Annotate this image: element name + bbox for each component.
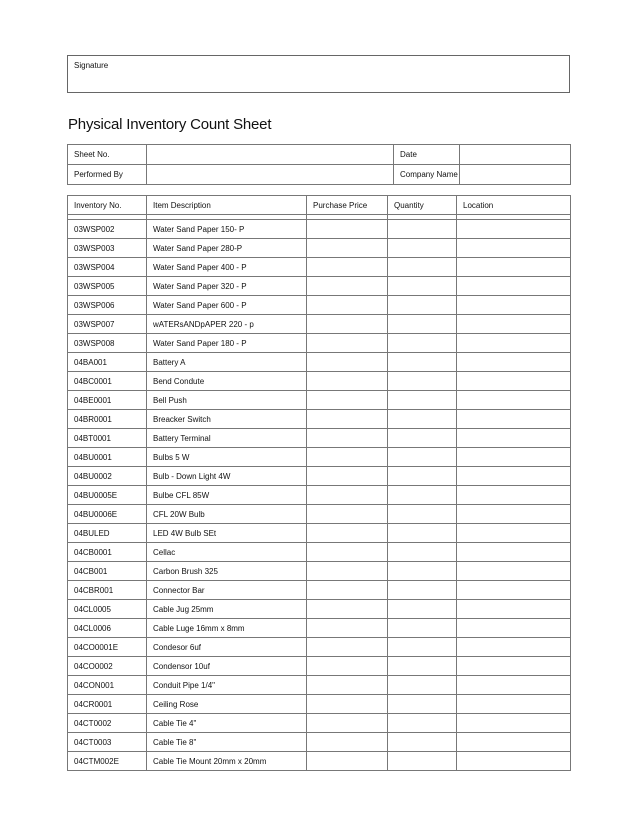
purchase-price-cell[interactable] (307, 581, 388, 600)
quantity-cell[interactable] (388, 410, 457, 429)
table-row (68, 505, 571, 524)
item-description-cell: Water Sand Paper 320 - P (147, 277, 307, 296)
location-cell[interactable] (457, 524, 571, 543)
purchase-price-cell[interactable] (307, 353, 388, 372)
inventory-no-cell: 04CL0006 (68, 619, 147, 638)
item-description-cell: Cable Tie 4" (147, 714, 307, 733)
purchase-price-cell[interactable] (307, 524, 388, 543)
purchase-price-cell[interactable] (307, 676, 388, 695)
item-description-cell: wATERsANDpAPER 220 - p (147, 315, 307, 334)
quantity-cell[interactable] (388, 676, 457, 695)
date-label: Date (394, 145, 460, 165)
inventory-no-cell: 04BR0001 (68, 410, 147, 429)
table-row (68, 638, 571, 657)
location-cell[interactable] (457, 277, 571, 296)
quantity-cell[interactable] (388, 714, 457, 733)
purchase-price-cell[interactable] (307, 638, 388, 657)
location-cell[interactable] (457, 600, 571, 619)
purchase-price-cell[interactable] (307, 733, 388, 752)
purchase-price-cell[interactable] (307, 277, 388, 296)
inventory-no-cell: 03WSP007 (68, 315, 147, 334)
table-row (68, 524, 571, 543)
item-description-cell: LED 4W Bulb SEt (147, 524, 307, 543)
col-header-location: Location (457, 196, 571, 215)
item-description-cell: Cable Tie 8" (147, 733, 307, 752)
inventory-no-cell: 04CL0005 (68, 600, 147, 619)
item-description-cell: Bell Push (147, 391, 307, 410)
col-header-inventory-no: Inventory No. (68, 196, 147, 215)
quantity-cell[interactable] (388, 467, 457, 486)
inventory-no-cell: 03WSP002 (68, 220, 147, 239)
table-row (68, 733, 571, 752)
purchase-price-cell[interactable] (307, 220, 388, 239)
performed-by-label: Performed By (68, 165, 147, 185)
quantity-cell[interactable] (388, 429, 457, 448)
item-description-cell: Bulbe CFL 85W (147, 486, 307, 505)
table-row (68, 239, 571, 258)
table-row (68, 429, 571, 448)
table-row (68, 714, 571, 733)
quantity-cell[interactable] (388, 315, 457, 334)
inventory-no-cell: 03WSP008 (68, 334, 147, 353)
location-cell[interactable] (457, 752, 571, 771)
inventory-no-cell: 04CO0002 (68, 657, 147, 676)
quantity-cell[interactable] (388, 277, 457, 296)
purchase-price-cell[interactable] (307, 315, 388, 334)
location-cell[interactable] (457, 562, 571, 581)
location-cell[interactable] (457, 619, 571, 638)
table-row (68, 543, 571, 562)
location-cell[interactable] (457, 315, 571, 334)
quantity-cell[interactable] (388, 695, 457, 714)
purchase-price-cell[interactable] (307, 505, 388, 524)
quantity-cell[interactable] (388, 524, 457, 543)
page-title: Physical Inventory Count Sheet (68, 116, 272, 133)
col-header-purchase-price: Purchase Price (307, 196, 388, 215)
purchase-price-cell[interactable] (307, 619, 388, 638)
purchase-price-cell[interactable] (307, 296, 388, 315)
table-row (68, 277, 571, 296)
table-row (68, 619, 571, 638)
location-cell[interactable] (457, 638, 571, 657)
inventory-no-cell: 04CT0002 (68, 714, 147, 733)
location-cell[interactable] (457, 714, 571, 733)
purchase-price-cell[interactable] (307, 562, 388, 581)
location-cell[interactable] (457, 372, 571, 391)
item-description-cell: Conduit Pipe 1/4" (147, 676, 307, 695)
quantity-cell[interactable] (388, 638, 457, 657)
inventory-no-cell: 04CB0001 (68, 543, 147, 562)
item-description-cell: Cable Tie Mount 20mm x 20mm (147, 752, 307, 771)
location-cell[interactable] (457, 334, 571, 353)
sheet-meta-table (67, 144, 571, 185)
quantity-cell[interactable] (388, 220, 457, 239)
purchase-price-cell[interactable] (307, 448, 388, 467)
inventory-no-cell: 04BT0001 (68, 429, 147, 448)
table-row (68, 391, 571, 410)
item-description-cell: Water Sand Paper 150- P (147, 220, 307, 239)
table-row (68, 562, 571, 581)
purchase-price-cell[interactable] (307, 752, 388, 771)
purchase-price-cell[interactable] (307, 600, 388, 619)
quantity-cell[interactable] (388, 600, 457, 619)
purchase-price-cell[interactable] (307, 391, 388, 410)
purchase-price-cell[interactable] (307, 486, 388, 505)
purchase-price-cell[interactable] (307, 410, 388, 429)
location-cell[interactable] (457, 676, 571, 695)
col-header-item-description: Item Description (147, 196, 307, 215)
location-cell[interactable] (457, 258, 571, 277)
quantity-cell[interactable] (388, 353, 457, 372)
table-row (68, 410, 571, 429)
purchase-price-cell[interactable] (307, 657, 388, 676)
purchase-price-cell[interactable] (307, 429, 388, 448)
date-field[interactable] (460, 145, 571, 165)
location-cell[interactable] (457, 410, 571, 429)
item-description-cell: Battery Terminal (147, 429, 307, 448)
inventory-no-cell: 04CTM002E (68, 752, 147, 771)
table-row (68, 676, 571, 695)
location-cell[interactable] (457, 505, 571, 524)
quantity-cell[interactable] (388, 486, 457, 505)
table-row (68, 258, 571, 277)
inventory-no-cell: 04BU0006E (68, 505, 147, 524)
table-row (68, 600, 571, 619)
quantity-cell[interactable] (388, 562, 457, 581)
item-description-cell: Breacker Switch (147, 410, 307, 429)
item-description-cell: Water Sand Paper 400 - P (147, 258, 307, 277)
location-cell[interactable] (457, 239, 571, 258)
col-header-quantity: Quantity (388, 196, 457, 215)
item-description-cell: Bulbs 5 W (147, 448, 307, 467)
table-row (68, 752, 571, 771)
table-row (68, 334, 571, 353)
inventory-no-cell: 04BE0001 (68, 391, 147, 410)
purchase-price-cell[interactable] (307, 543, 388, 562)
quantity-cell[interactable] (388, 334, 457, 353)
table-row (68, 315, 571, 334)
table-row (68, 581, 571, 600)
table-row (68, 467, 571, 486)
quantity-cell[interactable] (388, 372, 457, 391)
table-row (68, 657, 571, 676)
quantity-cell[interactable] (388, 296, 457, 315)
table-row (68, 220, 571, 239)
item-description-cell: Bend Condute (147, 372, 307, 391)
item-description-cell: Water Sand Paper 600 - P (147, 296, 307, 315)
quantity-cell[interactable] (388, 619, 457, 638)
purchase-price-cell[interactable] (307, 334, 388, 353)
quantity-cell[interactable] (388, 733, 457, 752)
inventory-no-cell: 04BU0002 (68, 467, 147, 486)
item-description-cell: Bulb - Down Light 4W (147, 467, 307, 486)
inventory-table (67, 195, 571, 771)
location-cell[interactable] (457, 695, 571, 714)
inventory-no-cell: 03WSP006 (68, 296, 147, 315)
item-description-cell: Water Sand Paper 180 - P (147, 334, 307, 353)
quantity-cell[interactable] (388, 543, 457, 562)
signature-label: Signature (74, 61, 109, 70)
item-description-cell: Connector Bar (147, 581, 307, 600)
location-cell[interactable] (457, 581, 571, 600)
item-description-cell: Water Sand Paper 280-P (147, 239, 307, 258)
item-description-cell: Condesor 6uf (147, 638, 307, 657)
inventory-no-cell: 04CR0001 (68, 695, 147, 714)
location-cell[interactable] (457, 448, 571, 467)
sheet-no-label: Sheet No. (68, 145, 147, 165)
performed-by-field[interactable] (147, 165, 394, 185)
company-name-field[interactable] (460, 165, 571, 185)
purchase-price-cell[interactable] (307, 714, 388, 733)
performed-by-row (68, 165, 571, 185)
purchase-price-cell[interactable] (307, 695, 388, 714)
inventory-no-cell: 04CT0003 (68, 733, 147, 752)
purchase-price-cell[interactable] (307, 467, 388, 486)
inventory-no-cell: 03WSP005 (68, 277, 147, 296)
inventory-no-cell: 04CO0001E (68, 638, 147, 657)
item-description-cell: Cellac (147, 543, 307, 562)
table-header-row (68, 196, 571, 215)
location-cell[interactable] (457, 657, 571, 676)
quantity-cell[interactable] (388, 505, 457, 524)
company-name-label: Company Name (394, 165, 460, 185)
item-description-cell: Cable Jug 25mm (147, 600, 307, 619)
quantity-cell[interactable] (388, 448, 457, 467)
location-cell[interactable] (457, 429, 571, 448)
table-row (68, 695, 571, 714)
inventory-no-cell: 04BA001 (68, 353, 147, 372)
inventory-no-cell: 04CB001 (68, 562, 147, 581)
quantity-cell[interactable] (388, 581, 457, 600)
location-cell[interactable] (457, 486, 571, 505)
inventory-no-cell: 04BU0001 (68, 448, 147, 467)
location-cell[interactable] (457, 391, 571, 410)
sheet-no-row (68, 145, 571, 165)
item-description-cell: Carbon Brush 325 (147, 562, 307, 581)
quantity-cell[interactable] (388, 258, 457, 277)
table-row (68, 486, 571, 505)
table-row (68, 296, 571, 315)
table-row (68, 372, 571, 391)
quantity-cell[interactable] (388, 752, 457, 771)
item-description-cell: CFL 20W Bulb (147, 505, 307, 524)
quantity-cell[interactable] (388, 657, 457, 676)
table-row (68, 353, 571, 372)
item-description-cell: Condensor 10uf (147, 657, 307, 676)
purchase-price-cell[interactable] (307, 372, 388, 391)
location-cell[interactable] (457, 220, 571, 239)
inventory-no-cell: 04BULED (68, 524, 147, 543)
item-description-cell: Battery A (147, 353, 307, 372)
quantity-cell[interactable] (388, 239, 457, 258)
inventory-no-cell: 04BC0001 (68, 372, 147, 391)
inventory-no-cell: 04CON001 (68, 676, 147, 695)
inventory-no-cell: 04CBR001 (68, 581, 147, 600)
location-cell[interactable] (457, 543, 571, 562)
item-description-cell: Ceiling Rose (147, 695, 307, 714)
quantity-cell[interactable] (388, 391, 457, 410)
inventory-no-cell: 04BU0005E (68, 486, 147, 505)
sheet-no-field[interactable] (147, 145, 394, 165)
purchase-price-cell[interactable] (307, 258, 388, 277)
location-cell[interactable] (457, 733, 571, 752)
purchase-price-cell[interactable] (307, 239, 388, 258)
location-cell[interactable] (457, 353, 571, 372)
location-cell[interactable] (457, 467, 571, 486)
inventory-no-cell: 03WSP003 (68, 239, 147, 258)
signature-box[interactable] (67, 55, 570, 93)
inventory-no-cell: 03WSP004 (68, 258, 147, 277)
item-description-cell: Cable Luge 16mm x 8mm (147, 619, 307, 638)
table-row (68, 448, 571, 467)
location-cell[interactable] (457, 296, 571, 315)
